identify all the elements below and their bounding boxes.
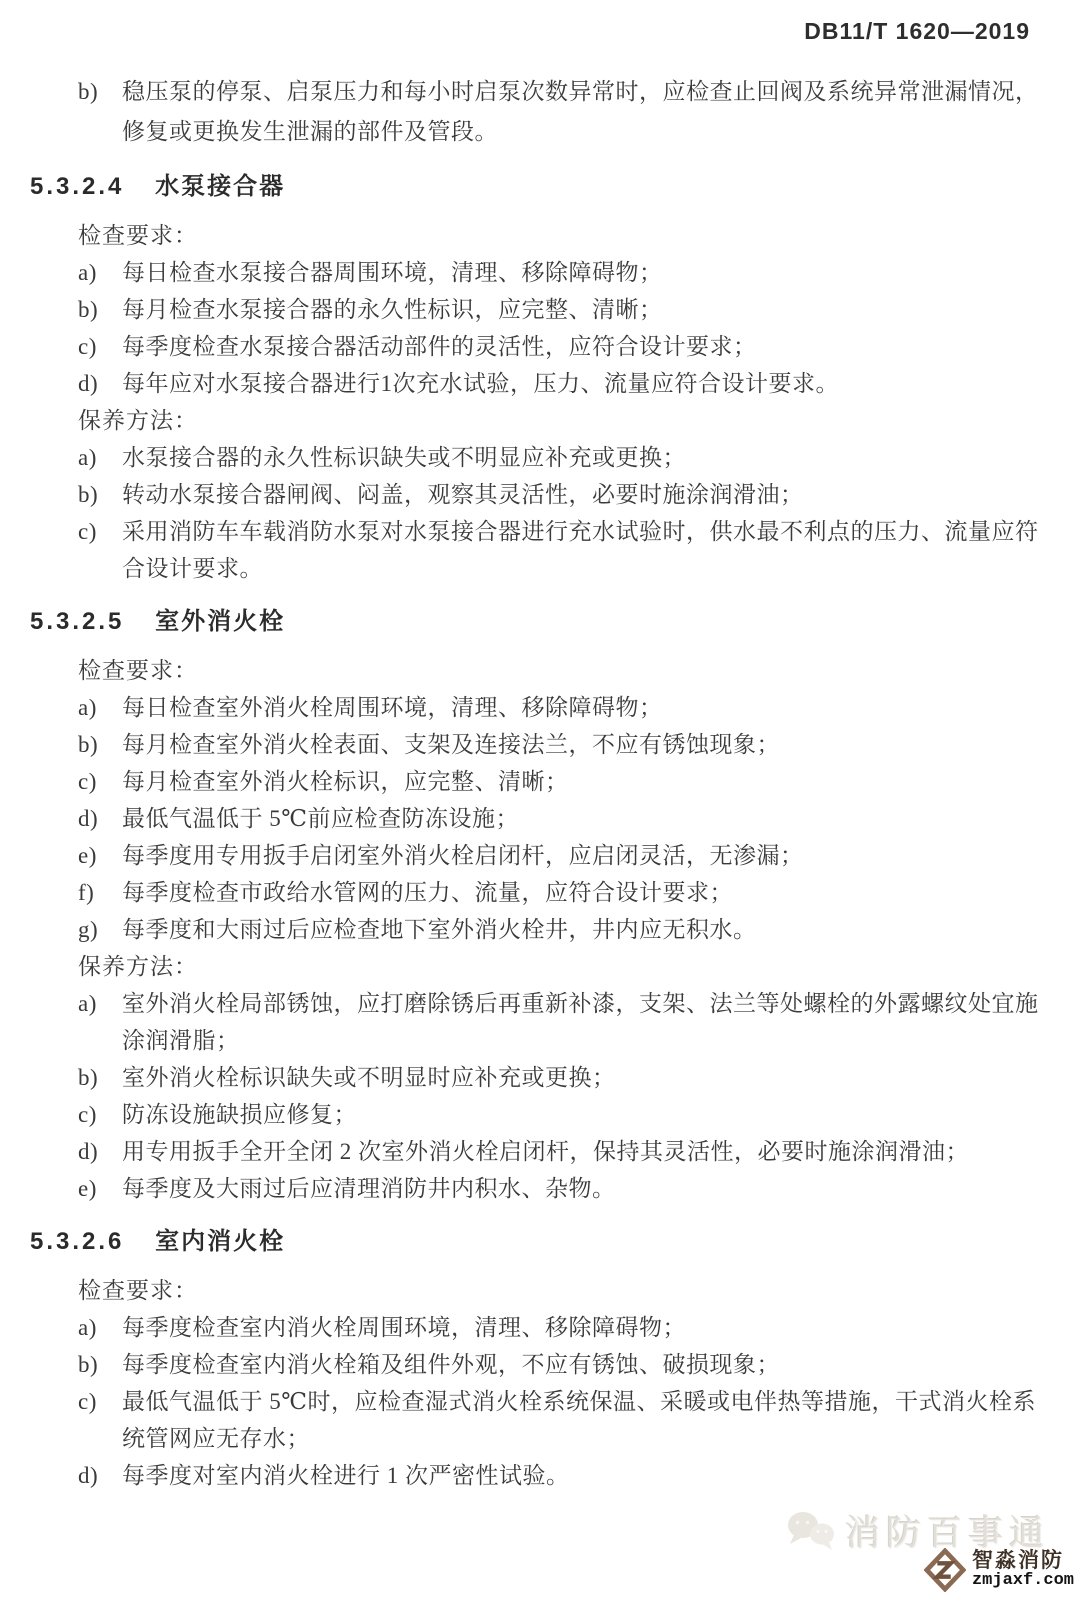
list-item-label: c) bbox=[78, 334, 97, 359]
list-item-label: c) bbox=[78, 1389, 97, 1414]
list-item-label: c) bbox=[78, 519, 97, 544]
list-item-text: 用专用扳手全开全闭 2 次室外消火栓启闭杆，保持其灵活性，必要时施涂润滑油； bbox=[122, 1139, 969, 1164]
section-title: 水泵接合器 bbox=[155, 173, 286, 200]
block-heading: 检查要求： bbox=[78, 658, 198, 683]
section-title: 室内消火栓 bbox=[155, 1228, 286, 1255]
list-item bbox=[78, 689, 1080, 726]
list-item-label: e) bbox=[78, 1176, 97, 1201]
list-item-label: c) bbox=[78, 1102, 97, 1127]
list-item bbox=[78, 1346, 1080, 1383]
list-item-text: 每季度检查室内消火栓箱及组件外观，不应有锈蚀、破损现象； bbox=[122, 1352, 780, 1377]
section-heading bbox=[30, 605, 1080, 639]
section-number: 5.3.2.5 bbox=[30, 608, 125, 635]
list-item-label: a) bbox=[78, 695, 97, 720]
list-item bbox=[78, 513, 1080, 587]
list-item-text: 每日检查室外消火栓周围环境，清理、移除障碍物； bbox=[122, 695, 663, 720]
list-item bbox=[78, 1309, 1080, 1346]
section-number: 5.3.2.4 bbox=[30, 173, 125, 200]
list-item-label: a) bbox=[78, 260, 97, 285]
block-heading: 保养方法： bbox=[78, 954, 198, 979]
list-item-text: 每季度和大雨过后应检查地下室外消火栓井，井内应无积水。 bbox=[122, 917, 757, 942]
list-item-text: 稳压泵的停泵、启泵压力和每小时启泵次数异常时，应检查止回阀及系统异常泄漏情况，修复或更换发生泄漏的部件及管段。 bbox=[122, 79, 1039, 144]
list-item-text: 防冻设施缺损应修复； bbox=[122, 1102, 357, 1127]
list-item bbox=[78, 1170, 1080, 1207]
block-heading: 检查要求： bbox=[78, 1278, 198, 1303]
list-item-text: 每季度检查水泵接合器活动部件的灵活性，应符合设计要求； bbox=[122, 334, 757, 359]
list-item-text: 室外消火栓标识缺失或不明显时应补充或更换； bbox=[122, 1065, 616, 1090]
list-item-text: 室外消火栓局部锈蚀，应打磨除锈后再重新补漆，支架、法兰等处螺栓的外露螺纹处宜施涂润滑脂； bbox=[122, 991, 1039, 1053]
standard-number-header: DB11/T 1620—2019 bbox=[804, 18, 1030, 44]
list-item-text: 每季度检查室内消火栓周围环境，清理、移除障碍物； bbox=[122, 1315, 686, 1340]
list-item bbox=[78, 1133, 1080, 1170]
list-item-label: d) bbox=[78, 1463, 99, 1488]
section-title: 室外消火栓 bbox=[155, 608, 286, 635]
list-item bbox=[78, 328, 1080, 365]
list-item-label: d) bbox=[78, 1139, 99, 1164]
list-item-text: 每季度用专用扳手启闭室外消火栓启闭杆，应启闭灵活，无渗漏； bbox=[122, 843, 804, 868]
section-heading bbox=[30, 1225, 1080, 1259]
list-item bbox=[78, 291, 1080, 328]
zm-diamond-logo-icon bbox=[924, 1548, 966, 1592]
list-item bbox=[78, 254, 1080, 291]
watermark-site-logo bbox=[924, 1548, 1074, 1592]
list-item-text: 每日检查水泵接合器周围环境，清理、移除障碍物； bbox=[122, 260, 663, 285]
list-item bbox=[78, 1457, 1080, 1494]
wechat-chat-bubbles-icon bbox=[785, 1508, 837, 1554]
list-item-text: 采用消防车车载消防水泵对水泵接合器进行充水试验时，供水最不利点的压力、流量应符合设计要求。 bbox=[122, 519, 1039, 581]
list-item-label: d) bbox=[78, 371, 99, 396]
list-item bbox=[78, 1096, 1080, 1133]
list-item bbox=[78, 763, 1080, 800]
list-item bbox=[78, 985, 1080, 1059]
list-item-label: d) bbox=[78, 806, 99, 831]
list-item bbox=[78, 72, 1080, 152]
list-item bbox=[78, 911, 1080, 948]
list-item-text: 每季度检查市政给水管网的压力、流量，应符合设计要求； bbox=[122, 880, 733, 905]
list-item-text: 转动水泵接合器闸阀、闷盖，观察其灵活性，必要时施涂润滑油； bbox=[122, 482, 804, 507]
list-item-text: 每年应对水泵接合器进行1次充水试验，压力、流量应符合设计要求。 bbox=[122, 371, 839, 396]
list-item bbox=[78, 874, 1080, 911]
list-item-label: e) bbox=[78, 843, 97, 868]
section-number: 5.3.2.6 bbox=[30, 1228, 125, 1255]
list-item-label: f) bbox=[78, 880, 95, 905]
list-item-label: a) bbox=[78, 445, 97, 470]
list-item bbox=[78, 365, 1080, 402]
section-heading bbox=[30, 170, 1080, 204]
list-item bbox=[78, 1383, 1080, 1457]
list-item bbox=[78, 726, 1080, 763]
list-item-text: 每月检查室外消火栓表面、支架及连接法兰，不应有锈蚀现象； bbox=[122, 732, 780, 757]
list-item-text: 最低气温低于 5℃时，应检查湿式消火栓系统保温、采暖或电伴热等措施，干式消火栓系统管网应无存水； bbox=[122, 1389, 1036, 1451]
list-item-label: a) bbox=[78, 1315, 97, 1340]
list-item-text: 最低气温低于 5℃前应检查防冻设施； bbox=[122, 806, 519, 831]
list-item-label: b) bbox=[78, 732, 99, 757]
list-item bbox=[78, 439, 1080, 476]
block-heading: 检查要求： bbox=[78, 223, 198, 248]
list-item-label: b) bbox=[78, 79, 99, 104]
list-item-label: b) bbox=[78, 1352, 99, 1377]
list-item-label: b) bbox=[78, 1065, 99, 1090]
list-item-label: g) bbox=[78, 917, 99, 942]
list-item-text: 每月检查水泵接合器的永久性标识，应完整、清晰； bbox=[122, 297, 663, 322]
list-item-label: a) bbox=[78, 991, 97, 1016]
list-item-text: 每月检查室外消火栓标识，应完整、清晰； bbox=[122, 769, 569, 794]
watermark-logo-name: 智淼消防 bbox=[971, 1549, 1064, 1573]
block-heading: 保养方法： bbox=[78, 408, 198, 433]
list-item-label: b) bbox=[78, 297, 99, 322]
list-item bbox=[78, 837, 1080, 874]
list-item-text: 每季度对室内消火栓进行 1 次严密性试验。 bbox=[122, 1463, 570, 1488]
watermark-logo-site: zmjaxf.com bbox=[971, 1571, 1074, 1591]
list-item-text: 水泵接合器的永久性标识缺失或不明显应补充或更换； bbox=[122, 445, 686, 470]
list-item-text: 每季度及大雨过后应清理消防井内积水、杂物。 bbox=[122, 1176, 616, 1201]
list-item-label: b) bbox=[78, 482, 99, 507]
list-item bbox=[78, 476, 1080, 513]
list-item bbox=[78, 800, 1080, 837]
list-item-label: c) bbox=[78, 769, 97, 794]
list-item bbox=[78, 1059, 1080, 1096]
watermark-logo-texts bbox=[972, 1550, 1074, 1590]
document-content bbox=[0, 72, 1080, 1494]
watermark-brand-text: 消防百事通 bbox=[844, 1514, 1050, 1553]
